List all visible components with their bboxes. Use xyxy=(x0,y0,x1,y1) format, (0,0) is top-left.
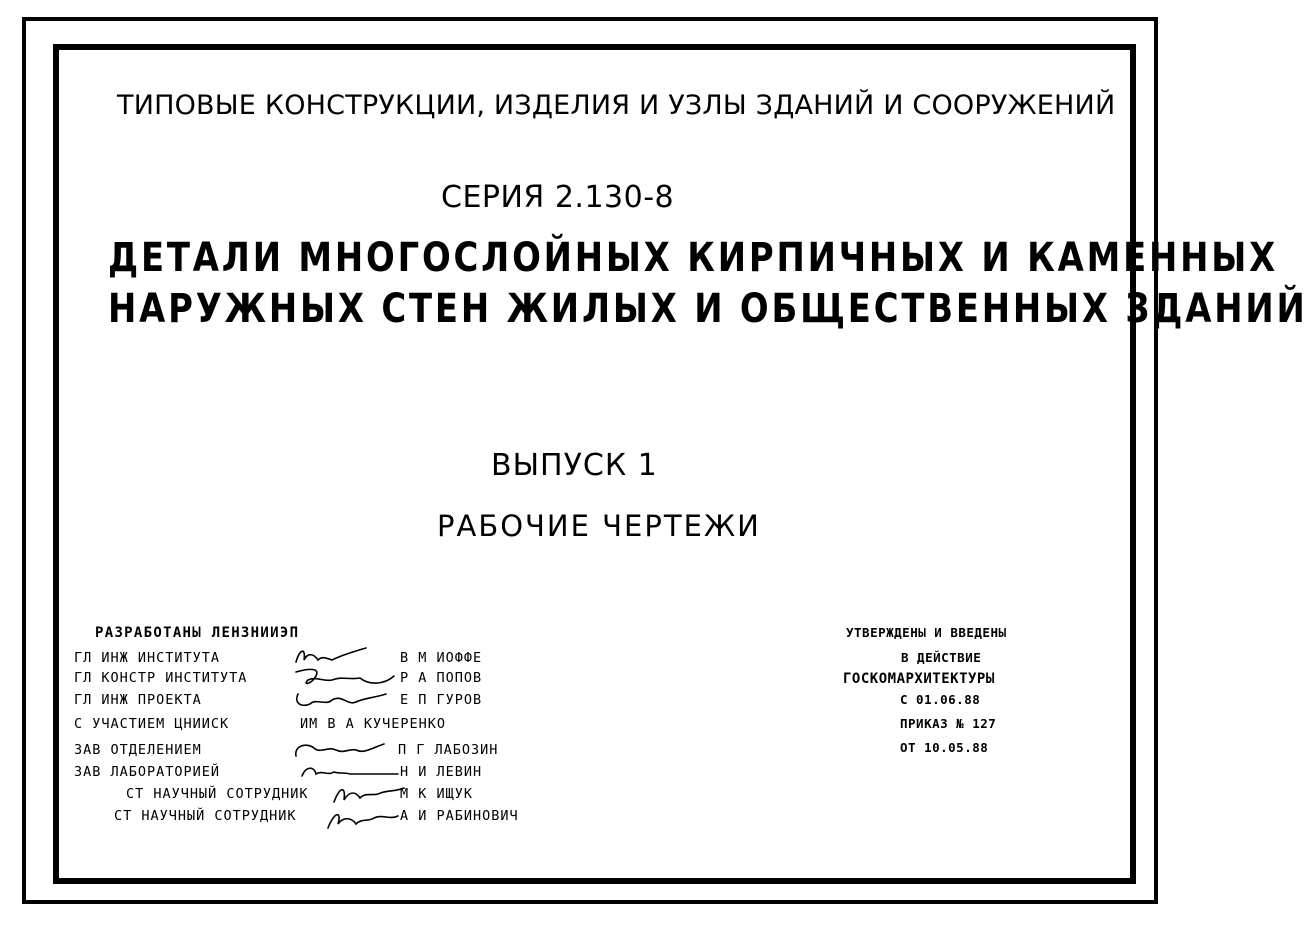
credit-role: С УЧАСТИЕМ ЦНИИСК xyxy=(74,716,230,732)
approval-line-1: УТВЕРЖДЕНЫ И ВВЕДЕНЫ xyxy=(846,625,1007,640)
approval-order-number: ПРИКАЗ № 127 xyxy=(900,716,997,731)
credit-role: СТ НАУЧНЫЙ СОТРУДНИК xyxy=(126,786,309,802)
approval-line-2: В ДЕЙСТВИЕ xyxy=(901,650,982,665)
credit-role: ЗАВ ОТДЕЛЕНИЕМ xyxy=(74,742,202,758)
credit-name: ИМ В А КУЧЕРЕНКО xyxy=(300,716,447,732)
credit-role: ГЛ КОНСТР ИНСТИТУТА xyxy=(74,670,248,686)
signature-levin xyxy=(294,760,404,784)
issue-number: ВЫПУСК 1 xyxy=(491,448,658,483)
approval-authority: ГОСКОМАРХИТЕКТУРЫ xyxy=(843,671,995,687)
developers-heading: РАЗРАБОТАНЫ ЛЕНЗНИИЭП xyxy=(95,625,300,641)
credit-role: ЗАВ ЛАБОРАТОРИЕЙ xyxy=(74,764,221,780)
credit-role: СТ НАУЧНЫЙ СОТРУДНИК xyxy=(114,808,297,824)
document-title-line-1: ДЕТАЛИ МНОГОСЛОЙНЫХ КИРПИЧНЫХ И КАМЕННЫХ xyxy=(108,235,1279,281)
credit-name: М К ИЩУК xyxy=(400,786,474,802)
credit-name: Н И ЛЕВИН xyxy=(400,764,483,780)
signature-rabinovich xyxy=(322,806,402,832)
signature-gurov xyxy=(292,688,392,714)
credit-name: П Г ЛАБОЗИН xyxy=(398,742,499,758)
credit-name: А И РАБИНОВИЧ xyxy=(400,808,519,824)
document-type: РАБОЧИЕ ЧЕРТЕЖИ xyxy=(437,509,761,543)
credit-name: Е П ГУРОВ xyxy=(400,692,483,708)
collection-title: ТИПОВЫЕ КОНСТРУКЦИИ, ИЗДЕЛИЯ И УЗЛЫ ЗДАНИЙ И СООРУЖЕНИЙ xyxy=(117,90,1116,121)
credit-name: В М ИОФФЕ xyxy=(400,650,483,666)
approval-order-date: ОТ 10.05.88 xyxy=(900,740,989,755)
credit-role: ГЛ ИНЖ ПРОЕКТА xyxy=(74,692,202,708)
document-title-line-2: НАРУЖНЫХ СТЕН ЖИЛЫХ И ОБЩЕСТВЕННЫХ ЗДАНИЙ xyxy=(108,286,1308,332)
signature-ishchuk xyxy=(328,782,408,808)
series-number: СЕРИЯ 2.130-8 xyxy=(441,180,675,215)
credit-name: Р А ПОПОВ xyxy=(400,670,483,686)
credit-role: ГЛ ИНЖ ИНСТИТУТА xyxy=(74,650,221,666)
approval-effective-date: С 01.06.88 xyxy=(900,692,981,707)
